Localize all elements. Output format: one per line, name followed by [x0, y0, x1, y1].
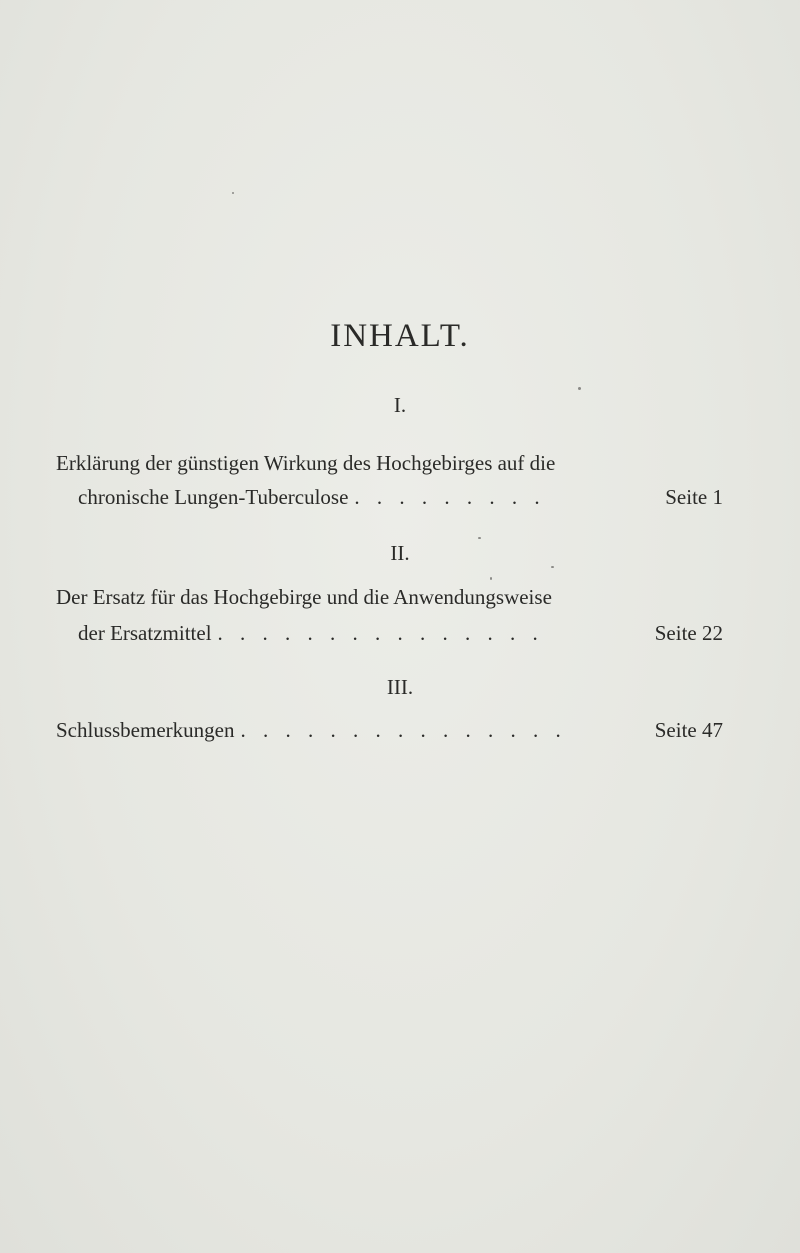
- leader-dots: . . . . . . . . . . . . . . .: [240, 718, 567, 742]
- toc-entry-1[interactable]: [78, 483, 723, 511]
- section-title-2-line1: Der Ersatz für das Hochgebirge und die Anwendungsweise: [56, 585, 552, 609]
- paper-speck: [490, 577, 492, 580]
- section-numeral-2: II.: [390, 541, 410, 565]
- paper-speck: [551, 566, 554, 568]
- section-title-3: Schlussbemerkungen: [56, 718, 235, 742]
- section-title-2-line2: der Ersatzmittel: [78, 621, 212, 645]
- section-title-1-line1: Erklärung der günstigen Wirkung des Hochgebirges auf die: [56, 451, 556, 475]
- toc-entry-2[interactable]: [78, 619, 723, 647]
- paper-speck: [478, 537, 481, 539]
- paper-speck: [232, 192, 234, 194]
- leader-dots: . . . . . . . . . . . . . . .: [217, 621, 544, 645]
- toc-entry-3[interactable]: [56, 716, 723, 744]
- page-reference-1: Seite 1: [665, 485, 723, 509]
- section-numeral-1: I.: [393, 393, 407, 417]
- page-title: INHALT.: [330, 318, 470, 354]
- page-reference-2: Seite 22: [654, 621, 723, 645]
- page-reference-3: Seite 47: [654, 718, 723, 742]
- section-title-1-line2: chronische Lungen-Tuberculose: [78, 485, 349, 509]
- leader-dots: . . . . . . . . .: [354, 485, 546, 509]
- paper-speck: [578, 387, 581, 390]
- section-numeral-3: III.: [386, 675, 414, 699]
